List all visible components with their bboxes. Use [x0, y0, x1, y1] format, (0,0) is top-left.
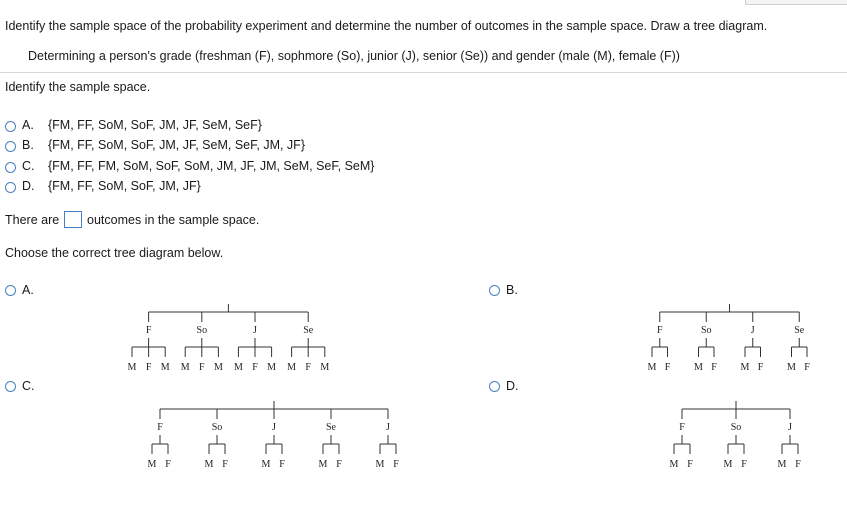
tree-diagram-d — [662, 397, 801, 477]
leaf-label: F — [664, 362, 671, 373]
leaf-label: M — [777, 459, 787, 470]
branch-label: J — [750, 325, 755, 336]
leaf-label: F — [804, 362, 810, 373]
option-c-letter: C. — [22, 159, 35, 173]
radio-tree-c[interactable] — [5, 381, 16, 392]
outcomes-prefix: There are — [5, 213, 60, 227]
leaf-label: M — [669, 459, 679, 470]
leaf-label: F — [222, 459, 228, 470]
branch-label: Se — [794, 325, 805, 336]
outcomes-suffix: outcomes in the sample space. — [87, 213, 260, 227]
leaf-label: M — [694, 362, 703, 373]
branch-label: J — [272, 422, 276, 433]
question-instruction: Identify the sample space of the probability experiment and determine the number of outcomes in the sample space. Draw a tree diagram. — [5, 19, 768, 33]
tree-diagram-b — [640, 300, 820, 380]
branch-label: F — [157, 422, 163, 433]
option-a-letter: A. — [22, 118, 34, 132]
radio-option-c[interactable] — [5, 162, 16, 173]
branch-label: So — [700, 325, 712, 336]
leaf-label: M — [740, 362, 750, 373]
branch-label: Se — [326, 422, 336, 433]
branch-label: J — [253, 325, 257, 336]
leaf-label: F — [199, 362, 205, 373]
tree-d-letter: D. — [506, 379, 519, 393]
leaf-label: M — [160, 362, 170, 373]
option-b-letter: B. — [22, 138, 34, 152]
leaf-label: F — [687, 459, 693, 470]
option-c-text: {FM, FF, FM, SoM, SoF, SoM, JM, JF, JM, SeM, SeF, SeM} — [48, 159, 375, 173]
radio-tree-d[interactable] — [489, 381, 500, 392]
leaf-label: F — [741, 459, 747, 470]
option-d-text: {FM, FF, SoM, SoF, JM, JF} — [48, 179, 201, 193]
radio-option-a[interactable] — [5, 121, 16, 132]
branch-label: J — [788, 422, 792, 433]
tree-diagram-a — [120, 300, 380, 380]
leaf-label: F — [279, 459, 285, 470]
leaf-label: M — [127, 362, 137, 373]
branch-label: J — [386, 422, 390, 433]
branch-label: Se — [303, 325, 314, 336]
tree-diagram-c — [140, 397, 399, 477]
tree-a-letter: A. — [22, 283, 34, 297]
leaf-label: M — [147, 459, 157, 470]
outcomes-count-input[interactable] — [64, 211, 82, 228]
leaf-label: F — [165, 459, 171, 470]
leaf-label: M — [180, 362, 190, 373]
leaf-label: F — [757, 362, 764, 373]
branch-label: F — [145, 325, 152, 336]
leaf-label: M — [723, 459, 733, 470]
part1-prompt: Identify the sample space. — [5, 80, 151, 94]
radio-option-b[interactable] — [5, 141, 16, 152]
radio-tree-a[interactable] — [5, 285, 16, 296]
option-a-text: {FM, FF, SoM, SoF, JM, JF, SeM, SeF} — [48, 118, 262, 132]
leaf-label: F — [305, 362, 311, 373]
leaf-label: F — [145, 362, 152, 373]
option-d-letter: D. — [22, 179, 35, 193]
option-b-text: {FM, FF, SoM, SoF, JM, JF, SeM, SeF, JM, JF} — [48, 138, 305, 152]
branch-label: F — [656, 325, 663, 336]
leaf-label: M — [375, 459, 385, 470]
leaf-label: M — [267, 362, 277, 373]
top-toolbar-edge — [745, 0, 847, 5]
leaf-label: F — [711, 362, 717, 373]
tree-b-letter: B. — [506, 283, 518, 297]
leaf-label: M — [320, 362, 330, 373]
part3-prompt: Choose the correct tree diagram below. — [5, 246, 224, 260]
radio-tree-b[interactable] — [489, 285, 500, 296]
leaf-label: M — [233, 362, 243, 373]
leaf-label: M — [287, 362, 297, 373]
leaf-label: F — [795, 459, 801, 470]
branch-label: So — [211, 422, 223, 433]
experiment-description: Determining a person's grade (freshman (F), sophmore (So), junior (J), senior (Se)) and gender (male (M), female (F)) — [28, 49, 680, 63]
divider — [0, 72, 847, 73]
branch-label: So — [730, 422, 742, 433]
tree-c-letter: C. — [22, 379, 35, 393]
leaf-label: M — [318, 459, 328, 470]
leaf-label: M — [261, 459, 271, 470]
branch-label: So — [196, 325, 208, 336]
leaf-label: F — [393, 459, 399, 470]
radio-option-d[interactable] — [5, 182, 16, 193]
leaf-label: M — [787, 362, 796, 373]
leaf-label: F — [336, 459, 342, 470]
leaf-label: F — [252, 362, 258, 373]
branch-label: F — [679, 422, 685, 433]
leaf-label: M — [647, 362, 657, 373]
leaf-label: M — [213, 362, 223, 373]
leaf-label: M — [204, 459, 214, 470]
